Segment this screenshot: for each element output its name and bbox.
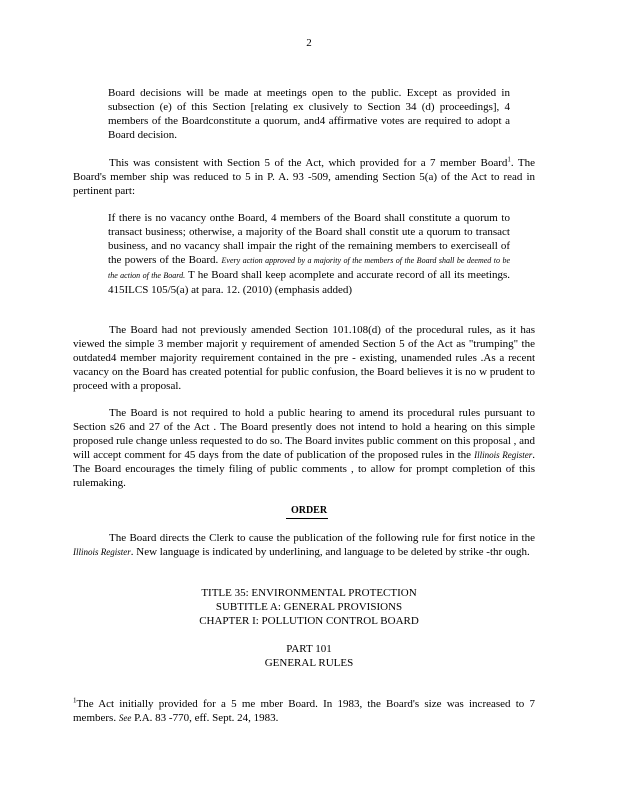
paragraph-2-text: The Board had not previously amended Section 101.108(d) of the procedural rules, as it has viewed the simple 3 member majorit y requirement of amended Section 5 of the Act as "trumping" the outdated4 member majority requirement contained in the pre - existing, unamended rules .As a recent vacancy on the Board has created potential for public confusion, the Board believes it is no w prudent to proceed with a proposal. bbox=[73, 324, 535, 392]
subtitle-line: SUBTITLE A: GENERAL PROVISIONS bbox=[215, 601, 403, 613]
part-title-line: GENERAL RULES bbox=[264, 657, 354, 669]
quote-2-emphasis: Every action approved by a majority of the members of the Board shall be deemed to be the action of the Board. bbox=[108, 256, 511, 280]
quote-2-text bbox=[108, 211, 510, 297]
footnote-see: See bbox=[118, 713, 132, 723]
paragraph-4-register: Illinois Register bbox=[73, 547, 131, 557]
paragraph-4-part-b: . New language is indicated by underlining, and language to be deleted by strike -thr ough. bbox=[130, 546, 530, 558]
paragraph-1-text bbox=[73, 156, 535, 198]
part-block bbox=[0, 642, 618, 670]
chapter-line: CHAPTER I: POLLUTION CONTROL BOARD bbox=[199, 615, 419, 627]
footnote-ref-1: 1 bbox=[507, 155, 511, 164]
paragraph-3-register: Illinois Register bbox=[474, 450, 533, 460]
paragraph-3-part-b: . The Board encourages the timely filing of public comments , to allow for prompt completion of this rulemaking. bbox=[73, 449, 536, 489]
footnote-marker: 1 bbox=[73, 696, 77, 705]
quote-block-2 bbox=[108, 211, 510, 297]
paragraph-1 bbox=[73, 156, 535, 198]
paragraph-3 bbox=[73, 406, 535, 490]
part-line: PART 101 bbox=[286, 643, 332, 655]
quote-2-part-a: If there is no vacancy onthe Board, 4 members of the Board shall constitute a quorum to transact business; otherwise, a majority of the Board shall constit ute a quorum to transact business, and no vacancy shall impair the right of the remaining members to exerciseall of the powers of the Board. bbox=[108, 212, 510, 266]
page-number: 2 bbox=[306, 37, 312, 49]
paragraph-3-part-a: The Board is not required to hold a public hearing to amend its procedural rules pursuant to Section s26 and 27 of the Act . The Board presently does not intend to hold a hearing on this simple proposed rule change unless requested to do so. The Board invites public comment on this proposal , and will accept comment for 45 days from the date of publication of the proposed rules in the bbox=[73, 407, 536, 461]
quote-block-1 bbox=[108, 86, 510, 142]
footnote-part-b: P.A. 83 -770, eff. Sept. 24, 1983. bbox=[134, 712, 279, 724]
footnote bbox=[73, 697, 535, 725]
quote-1-text: Board decisions will be made at meetings open to the public. Except as provided in subsection (e) of this Section [relating ex clusively to Section 34 (d) proceedings], 4 members of the Boardconstitute a quorum, and4 affirmative votes are required to adopt a Board decision. bbox=[108, 87, 510, 141]
paragraph-4-text bbox=[73, 531, 535, 559]
paragraph-4 bbox=[73, 531, 535, 559]
order-heading-text: ORDER bbox=[290, 505, 328, 516]
order-heading bbox=[0, 504, 618, 518]
title-block bbox=[0, 586, 618, 628]
footnote-text bbox=[73, 697, 535, 725]
paragraph-2 bbox=[73, 323, 535, 393]
title-line: TITLE 35: ENVIRONMENTAL PROTECTION bbox=[201, 587, 417, 599]
footnote-part-a: The Act initially provided for a 5 me mber Board. In 1983, the Board's size was increased to 7 members. bbox=[73, 698, 535, 724]
paragraph-1-main: This was consistent with Section 5 of the Act, which provided for a 7 member Board bbox=[109, 157, 508, 169]
paragraph-3-text bbox=[73, 406, 535, 490]
order-underline bbox=[286, 518, 328, 519]
quote-2-part-b: T he Board shall keep acomplete and accurate record of all its meetings. 415ILCS 105/5(a) at para. 12. (2010) (emphasis added) bbox=[108, 269, 510, 296]
paragraph-4-part-a: The Board directs the Clerk to cause the publication of the following rule for first notice in the bbox=[109, 532, 535, 544]
paragraph-1-cont: . The Board's member ship was reduced to 5 in P. A. 93 -509, amending Section 5(a) of the Act to read in pertinent part: bbox=[73, 157, 536, 197]
